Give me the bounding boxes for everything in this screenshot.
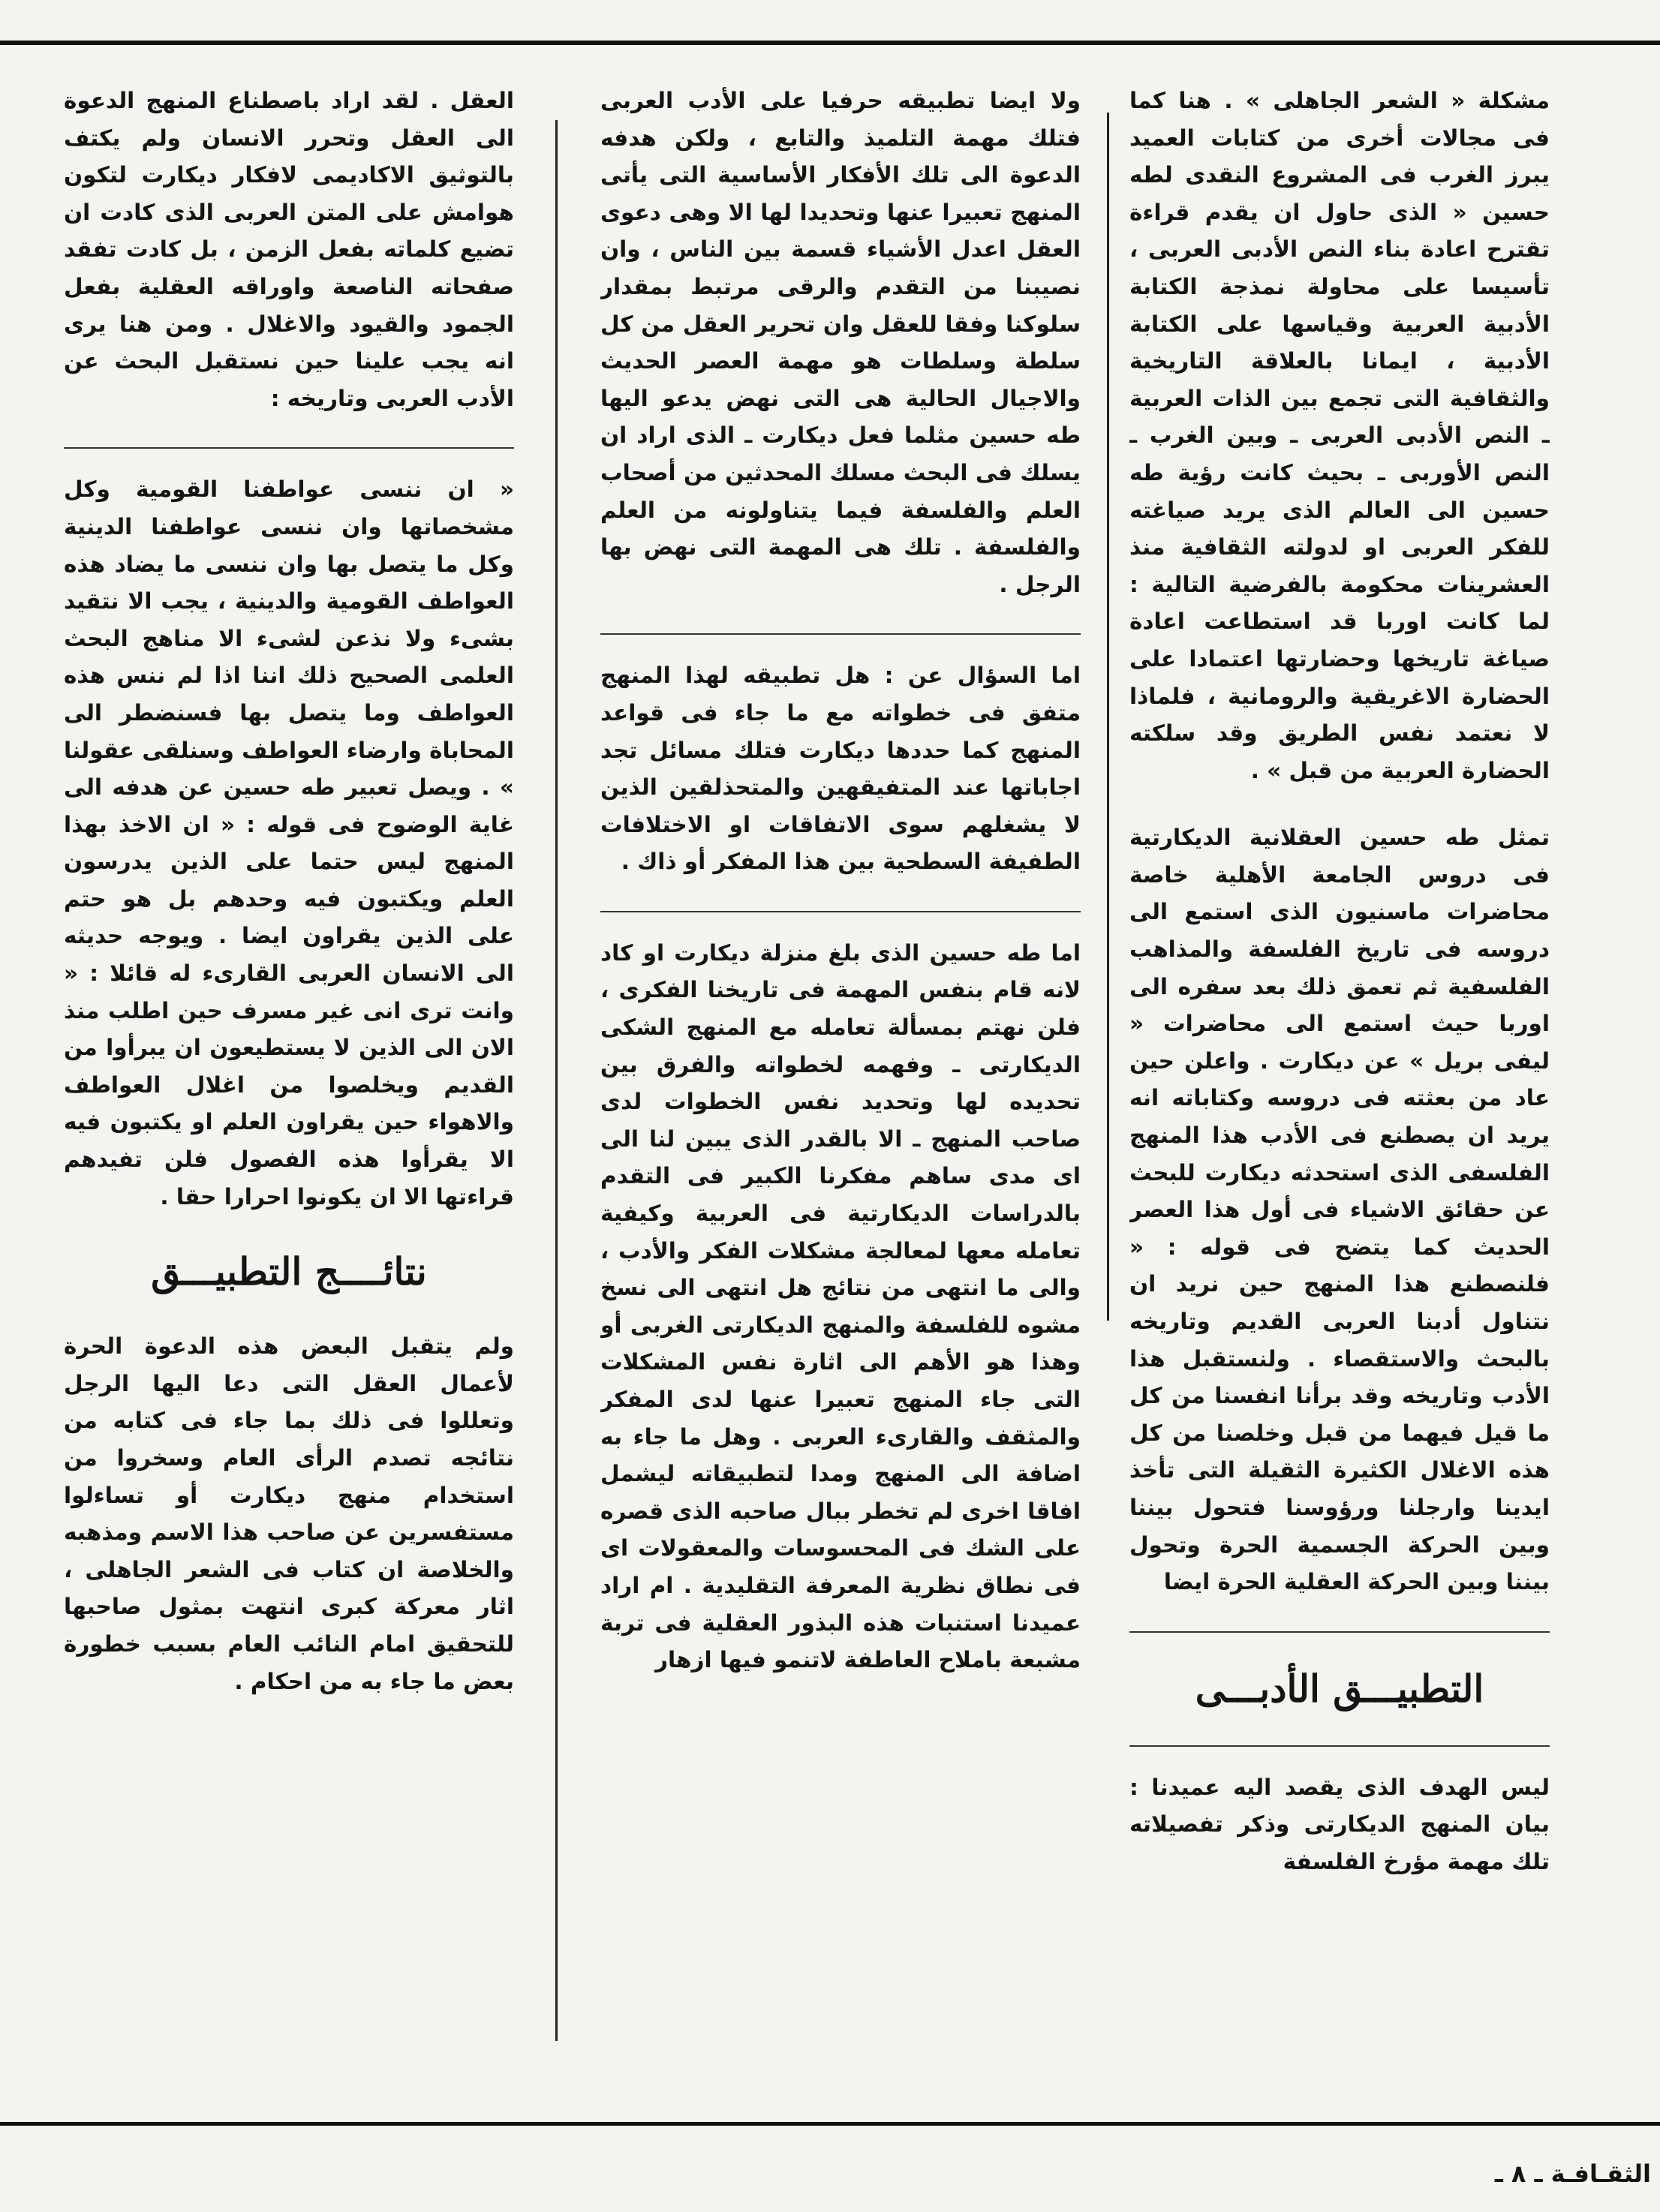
article-paragraph: تمثل طه حسين العقلانية الديكارتية فى دروس الجامعة الأهلية خاصة محاضرات ماسنيون الذى استمع الى دروسه فى تاريخ الفلسفة والمذاهب الفلسفية ثم تعمق ذلك بعد سفره الى اوربا حيث استمع الى محاضرات « ليفى بريل » عن ديكارت . واعلن حين عاد من بعثته فى دروسه وكتاباته انه يريد ان يصطنع فى الأدب هذا المنهج الفلسفى الذى استحدثه ديكارت للبحث عن حقائق الاشياء فى أول هذا العصر الحديث كما يتضح فى قوله : « فلنصطنع هذا المنهج حين نريد ان نتناول أدبنا العربى القديم وتاريخه بالبحث والاستقصاء . ولنستقبل هذا الأدب وتاريخه وقد برأنا انفسنا من كل ما قيل فيهما من قبل وخلصنا من كل هذه الاغلال الكثيرة الثقيلة التى تأخذ ايدينا وارجلنا ورؤوسنا فتحول بيننا وبين الحركة الجسمية الحرة وتحول بيننا وبين الحركة العقلية الحرة ايضا bbox=[1129, 825, 1550, 1595]
article-paragraph: اما طه حسين الذى بلغ منزلة ديكارت او كاد لانه قام بنفس المهمة فى تاريخنا الفكرى ، فلن نهتم بمسألة تعامله مع المنهج الشكى الديكارتى ـ وفهمه لخطواته والفرق بين تحديده لها وتحديد نفس الخطوات لدى صاحب المنهج ـ الا بالقدر الذى يبين لنا الى اى مدى ساهم مفكرنا الكبير فى التقدم بالدراسات الديكارتية فى العربية وكيفية تعامله معها لمعالجة مشكلات الفكر والأدب ، والى ما انتهى من نتائج هل انتهى الى نسخ مشوه للفلسفة والمنهج الديكارتى الغربى أو وهذا هو الأهم الى اثارة نفس المشكلات التى جاء المنهج تعبيرا عنها لدى المفكر والمثقف والقارىء العربى . وهل ما جاء به اضافة الى المنهج ومدا لتطبيقاته ليشمل افاقا اخرى لم تخطر ببال صاحبه الذى قصره على الشك فى المحسوسات والمعقولات اى فى نطاق نظرية المعرفة التقليدية . ام اراد عميدنا استنبات هذه البذور العقلية فى تربة مشبعة باملاح العاطفة لاتنمو فيها ازهار bbox=[600, 939, 1081, 1673]
section-separator bbox=[600, 633, 1081, 635]
article-paragraph: اما السؤال عن : هل تطبيقه لهذا المنهج متفق فى خطواته مع ما جاء فى قواعد المنهج كما حددها ديكارت فتلك مسائل تجد اجاباتها عند المتفيقهين والمتحذلقين الذين لا يشغلهم سوى الاتفاقات او الاختلافات الطفيفة السطحية بين هذا المفكر أو ذاك . bbox=[600, 663, 1081, 875]
bottom-rule bbox=[0, 2122, 1660, 2126]
top-rule bbox=[0, 41, 1660, 45]
section-heading-literary-application: التطبيـــق الأدبـــى bbox=[1195, 1666, 1484, 1711]
column-middle bbox=[600, 83, 1081, 2108]
page-footer: الثقـافـة ـ ٨ ـ bbox=[1494, 2159, 1651, 2188]
column-right bbox=[1129, 83, 1550, 2108]
column-left bbox=[64, 83, 514, 2108]
section-separator bbox=[64, 447, 514, 449]
article-paragraph: ليس الهدف الذى يقصد اليه عميدنا : بيان المنهج الديكارتى وذكر تفصيلاته تلك مهمة مؤرخ الفلسفة bbox=[1129, 1774, 1550, 1874]
article-paragraph: « ان ننسى عواطفنا القومية وكل مشخصاتها وان ننسى عواطفنا الدينية وكل ما يتصل بها وان ننسى ما يضاد هذه العواطف القومية والدينية ، يجب الا نتقيد بشىء ولا نذعن لشىء الا مناهج البحث العلمى الصحيح ذلك اننا اذا لم ننس هذه العواطف وما يتصل بها فسنضطر الى المحاباة وارضاء العواطف وسنلقى عقولنا » . ويصل تعبير طه حسين عن هدفه الى غاية الوضوح فى قوله : « ان الاخذ بهذا المنهج ليس حتما على الذين يدرسون العلم ويكتبون فيه وحدهم بل هو حتم على الذين يقراون ايضا . ويوجه حديثه الى الانسان العربى القارىء له قائلا : « وانت ترى انى غير مسرف حين اطلب منذ الان الى الذين لا يستطيعون ان يبرأوا من القديم ويخلصوا من اغلال العواطف والاهواء حين يقراون العلم او يكتبون فيه الا يقرأوا هذه الفصول فلن تفيدهم قراءتها الا ان يكونوا احرارا حقا . bbox=[64, 476, 514, 1210]
section-separator bbox=[1129, 1631, 1550, 1633]
article-paragraph: ولا ايضا تطبيقه حرفيا على الأدب العربى فتلك مهمة التلميذ والتابع ، ولكن هدفه الدعوة الى تلك الأفكار الأساسية التى يأتى المنهج تعبيرا عنها وتحديدا لها الا وهى دعوى العقل اعدل الأشياء قسمة بين الناس ، وان نصيبنا من التقدم والرقى مرتبط بمقدار سلوكنا وفقا للعقل وان تحرير العقل من كل سلطة وسلطات هو مهمة العصر الحديث والاجيال الحالية هى التى نهض يدعو اليها طه حسين مثلما فعل ديكارت ـ الذى اراد ان يسلك فى البحث مسلك المحدثين من أصحاب العلم والفلسفة فيما يتناولونه من العلم والفلسفة . تلك هى المهمة التى نهض بها الرجل . bbox=[600, 88, 1081, 597]
article-paragraph: العقل . لقد اراد باصطناع المنهج الدعوة الى العقل وتحرر الانسان ولم يكتف بالتوثيق الاكاديمى لافكار ديكارت لتكون هوامش على المتن العربى الذى كادت ان تضيع كلماته بفعل الزمن ، بل كادت تفقد صفحاته الناصعة واوراقه العقلية بفعل الجمود والقيود والاغلال . ومن هنا يرى انه يجب علينا حين نستقبل البحث عن الأدب العربى وتاريخه : bbox=[64, 88, 514, 411]
column-divider-left bbox=[555, 120, 558, 2041]
section-separator bbox=[1129, 1745, 1550, 1747]
section-separator bbox=[600, 911, 1081, 912]
article-paragraph: ولم يتقبل البعض هذه الدعوة الحرة لأعمال العقل التى دعا اليها الرجل وتعللوا فى ذلك بما جاء فى كتابه من نتائجه تصدم الرأى العام وسخروا من استخدام منهج ديكارت أو تساءلوا مستفسرين عن صاحب هذا الاسم ومذهبه والخلاصة ان كتاب فى الشعر الجاهلى ، اثار معركة كبرى انتهت بمثول صاحبها للتحقيق امام النائب العام بسبب خطورة بعض ما جاء به من احكام . bbox=[64, 1333, 514, 1694]
section-heading-application-results: نتائــــج التطبيـــق bbox=[151, 1249, 427, 1294]
column-divider-right bbox=[1107, 113, 1109, 1321]
article-paragraph: مشكلة « الشعر الجاهلى » . هنا كما فى مجالات أخرى من كتابات العميد يبرز الغرب فى المشروع النقدى لطه حسين « الذى حاول ان يقدم قراءة تقترح اعادة بناء النص الأدبى العربى ، تأسيسا على محاولة نمذجة الكتابة الأدبية العربية وقياسها على الكتابة الأدبية ، ايمانا بالعلاقة التاريخية والثقافية التى تجمع بين الذات العربية ـ النص الأدبى العربى ـ وبين الغرب ـ النص الأوربى ـ بحيث كانت رؤية طه حسين الى العالم الذى يريد صياغته للفكر العربى او لدولته الثقافية منذ العشرينات محكومة بالفرضية التالية : لما كانت اوربا قد استطاعت اعادة صياغة تاريخها وحضارتها اعتمادا على الحضارة الاغريقية والرومانية ، فلماذا لا نعتمد نفس الطريق وقد سلكته الحضارة العربية من قبل » . bbox=[1129, 88, 1550, 783]
